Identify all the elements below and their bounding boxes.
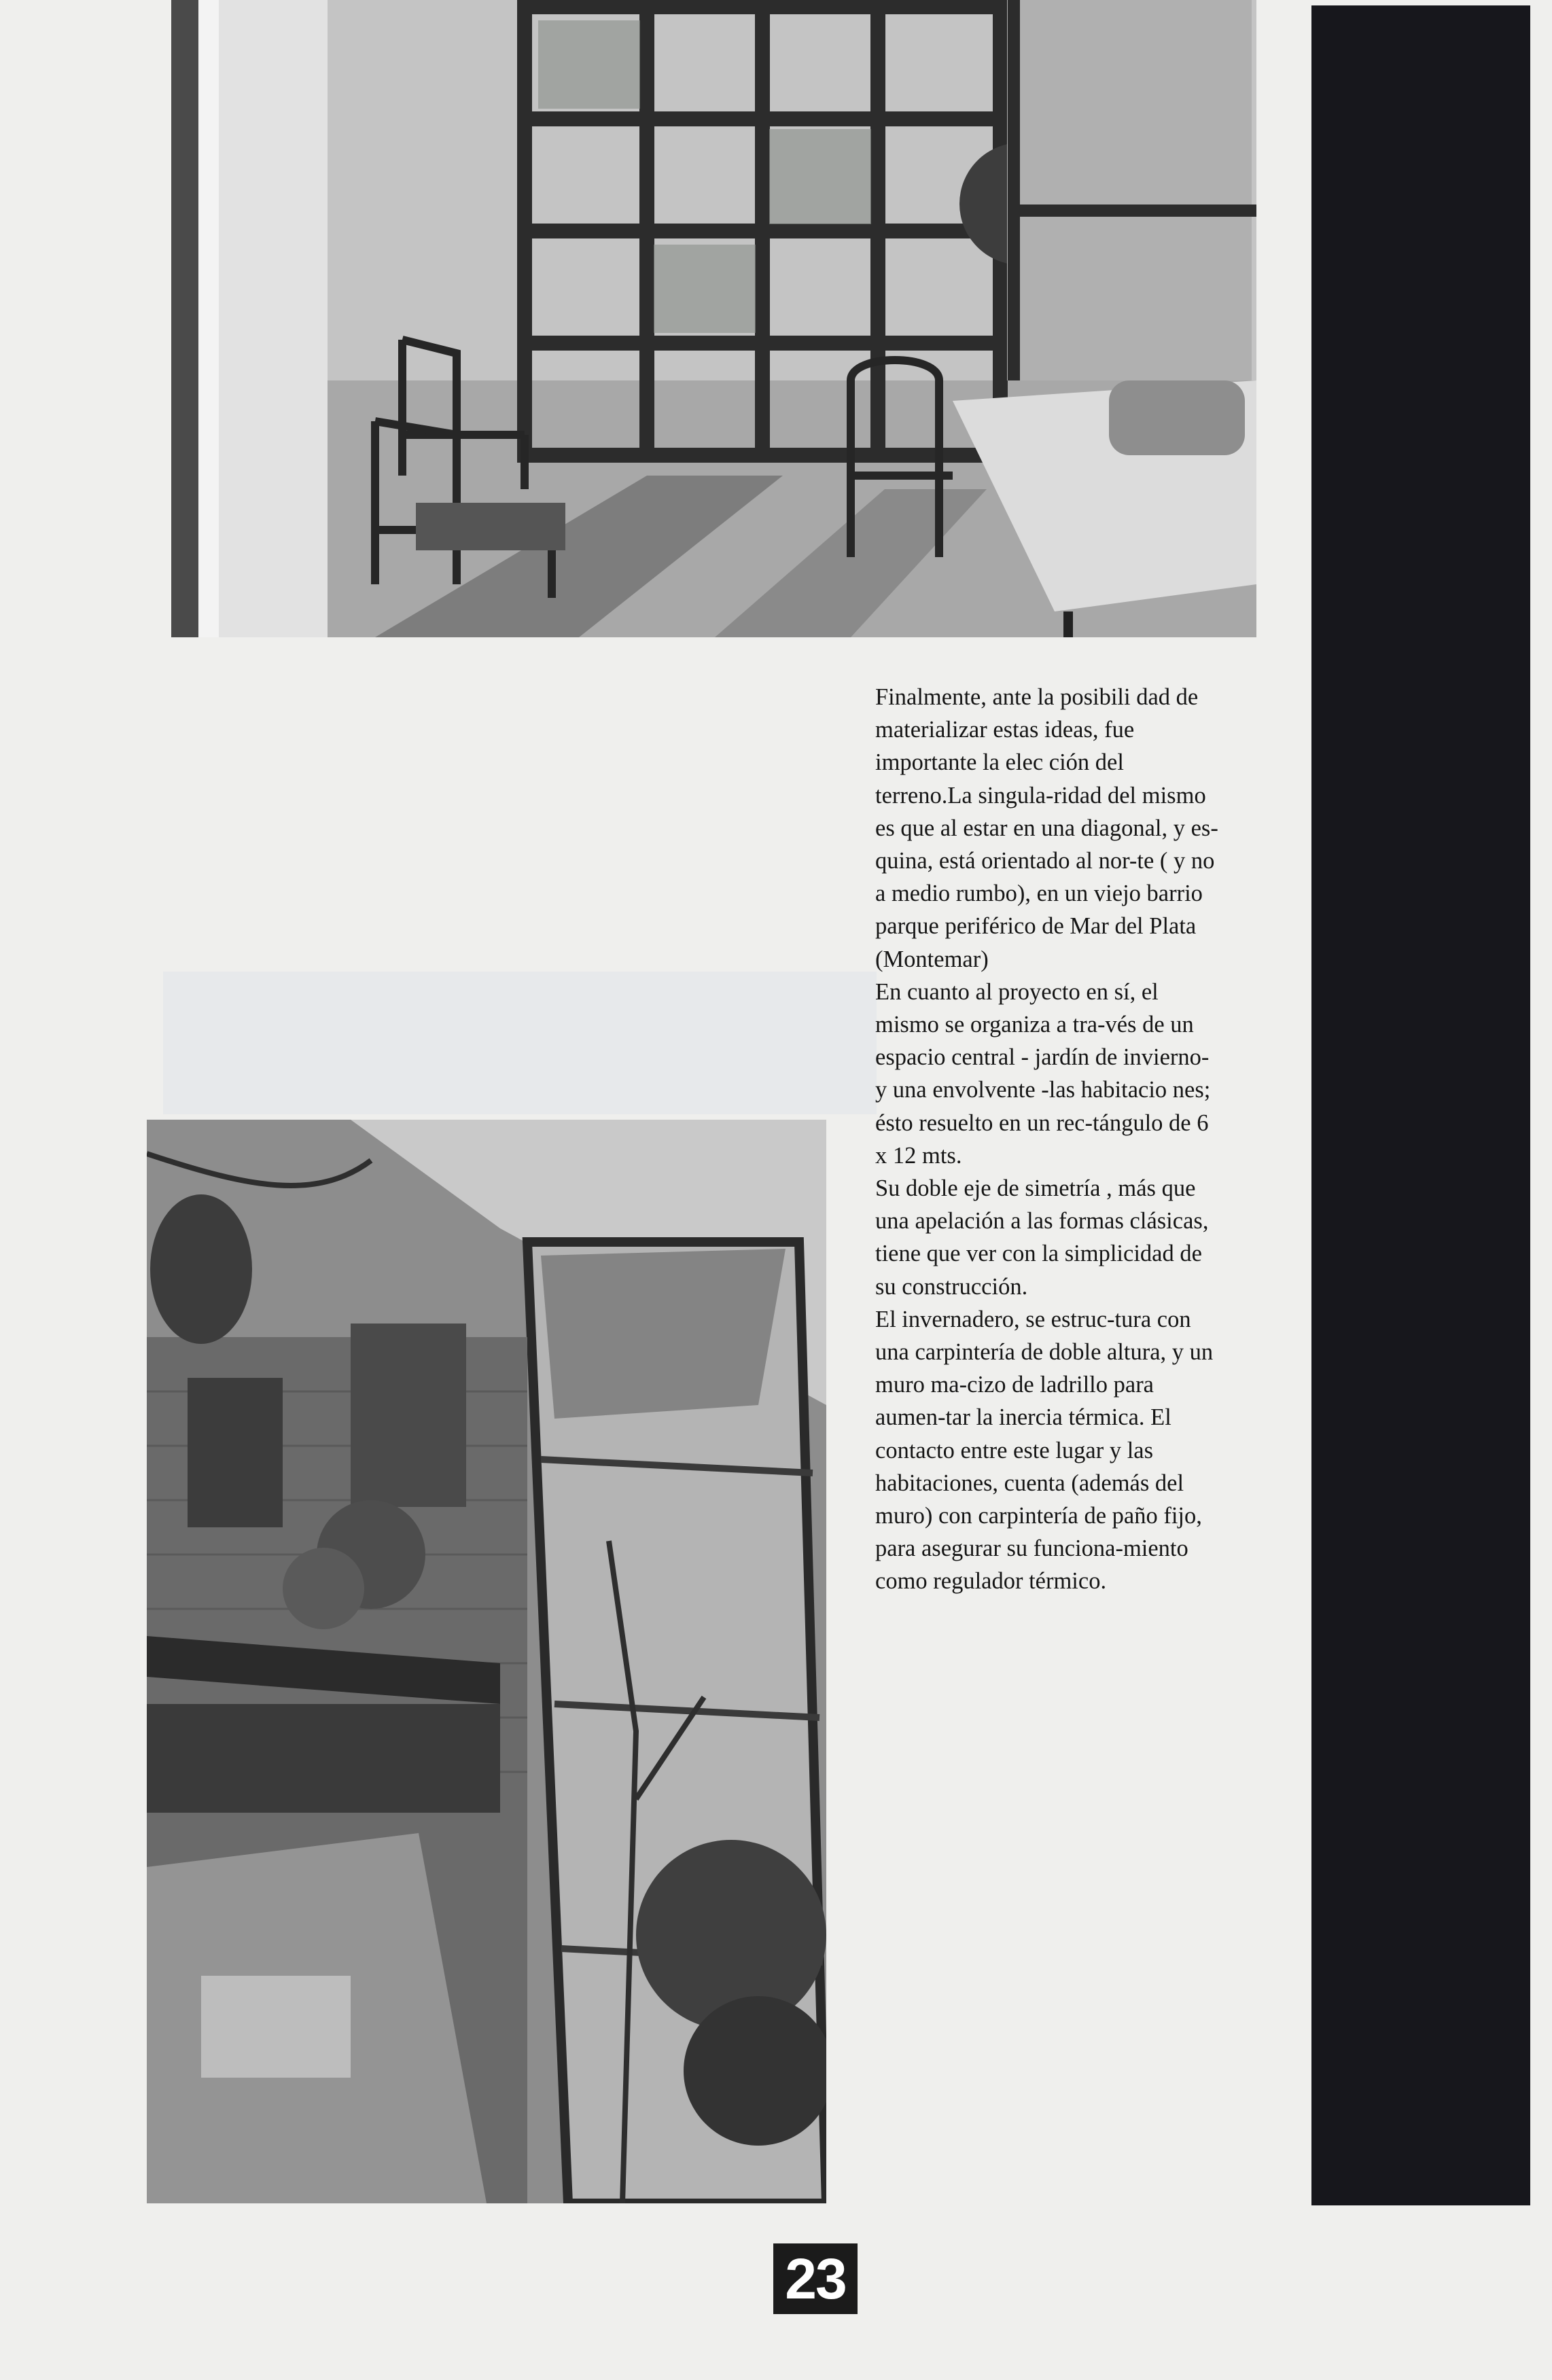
article-paragraph: Finalmente, ante la posibili dad de materializar estas ideas, fue importante la elec ción del terreno.La singula-ridad del mismo es que al estar en una diagonal, y es-quina, está orientado al nor-te ( y no a medio rumbo), en un viejo barrio parque periférico de Mar del Plata (Montemar) — [875, 684, 1218, 972]
dark-side-bar — [1311, 5, 1530, 2205]
photo-exterior-greenhouse — [147, 1120, 826, 2203]
article-paragraph: El invernadero, se estruc-tura con una carpintería de doble altura, y un muro ma-cizo de ladrillo para aumen-tar la inercia térmica. El contacto entre este lugar y las habitaciones, cuenta (además del muro) con carpintería de paño fijo, para asegurar su funciona-miento como regulador térmico. — [875, 1306, 1214, 1595]
article-paragraph: Su doble eje de simetría , más que una apelación a las formas clásicas, tiene que ver con la simplicidad de su construcción. — [875, 1175, 1209, 1300]
photo-interior-illustration — [171, 0, 1256, 637]
show-through-tint — [163, 972, 877, 1114]
photo-interior-winter-garden — [171, 0, 1256, 637]
page-number: 23 — [773, 2243, 858, 2314]
article-paragraph: En cuanto al proyecto en sí, el mismo se organiza a tra-vés de un espacio central - jardín de invierno- y una envolvente -las habitacio nes; ésto resuelto en un rec-tángulo de 6 x 12 mts. — [875, 978, 1211, 1169]
article-text-column — [875, 681, 1218, 1598]
photo-exterior-illustration — [147, 1120, 826, 2203]
